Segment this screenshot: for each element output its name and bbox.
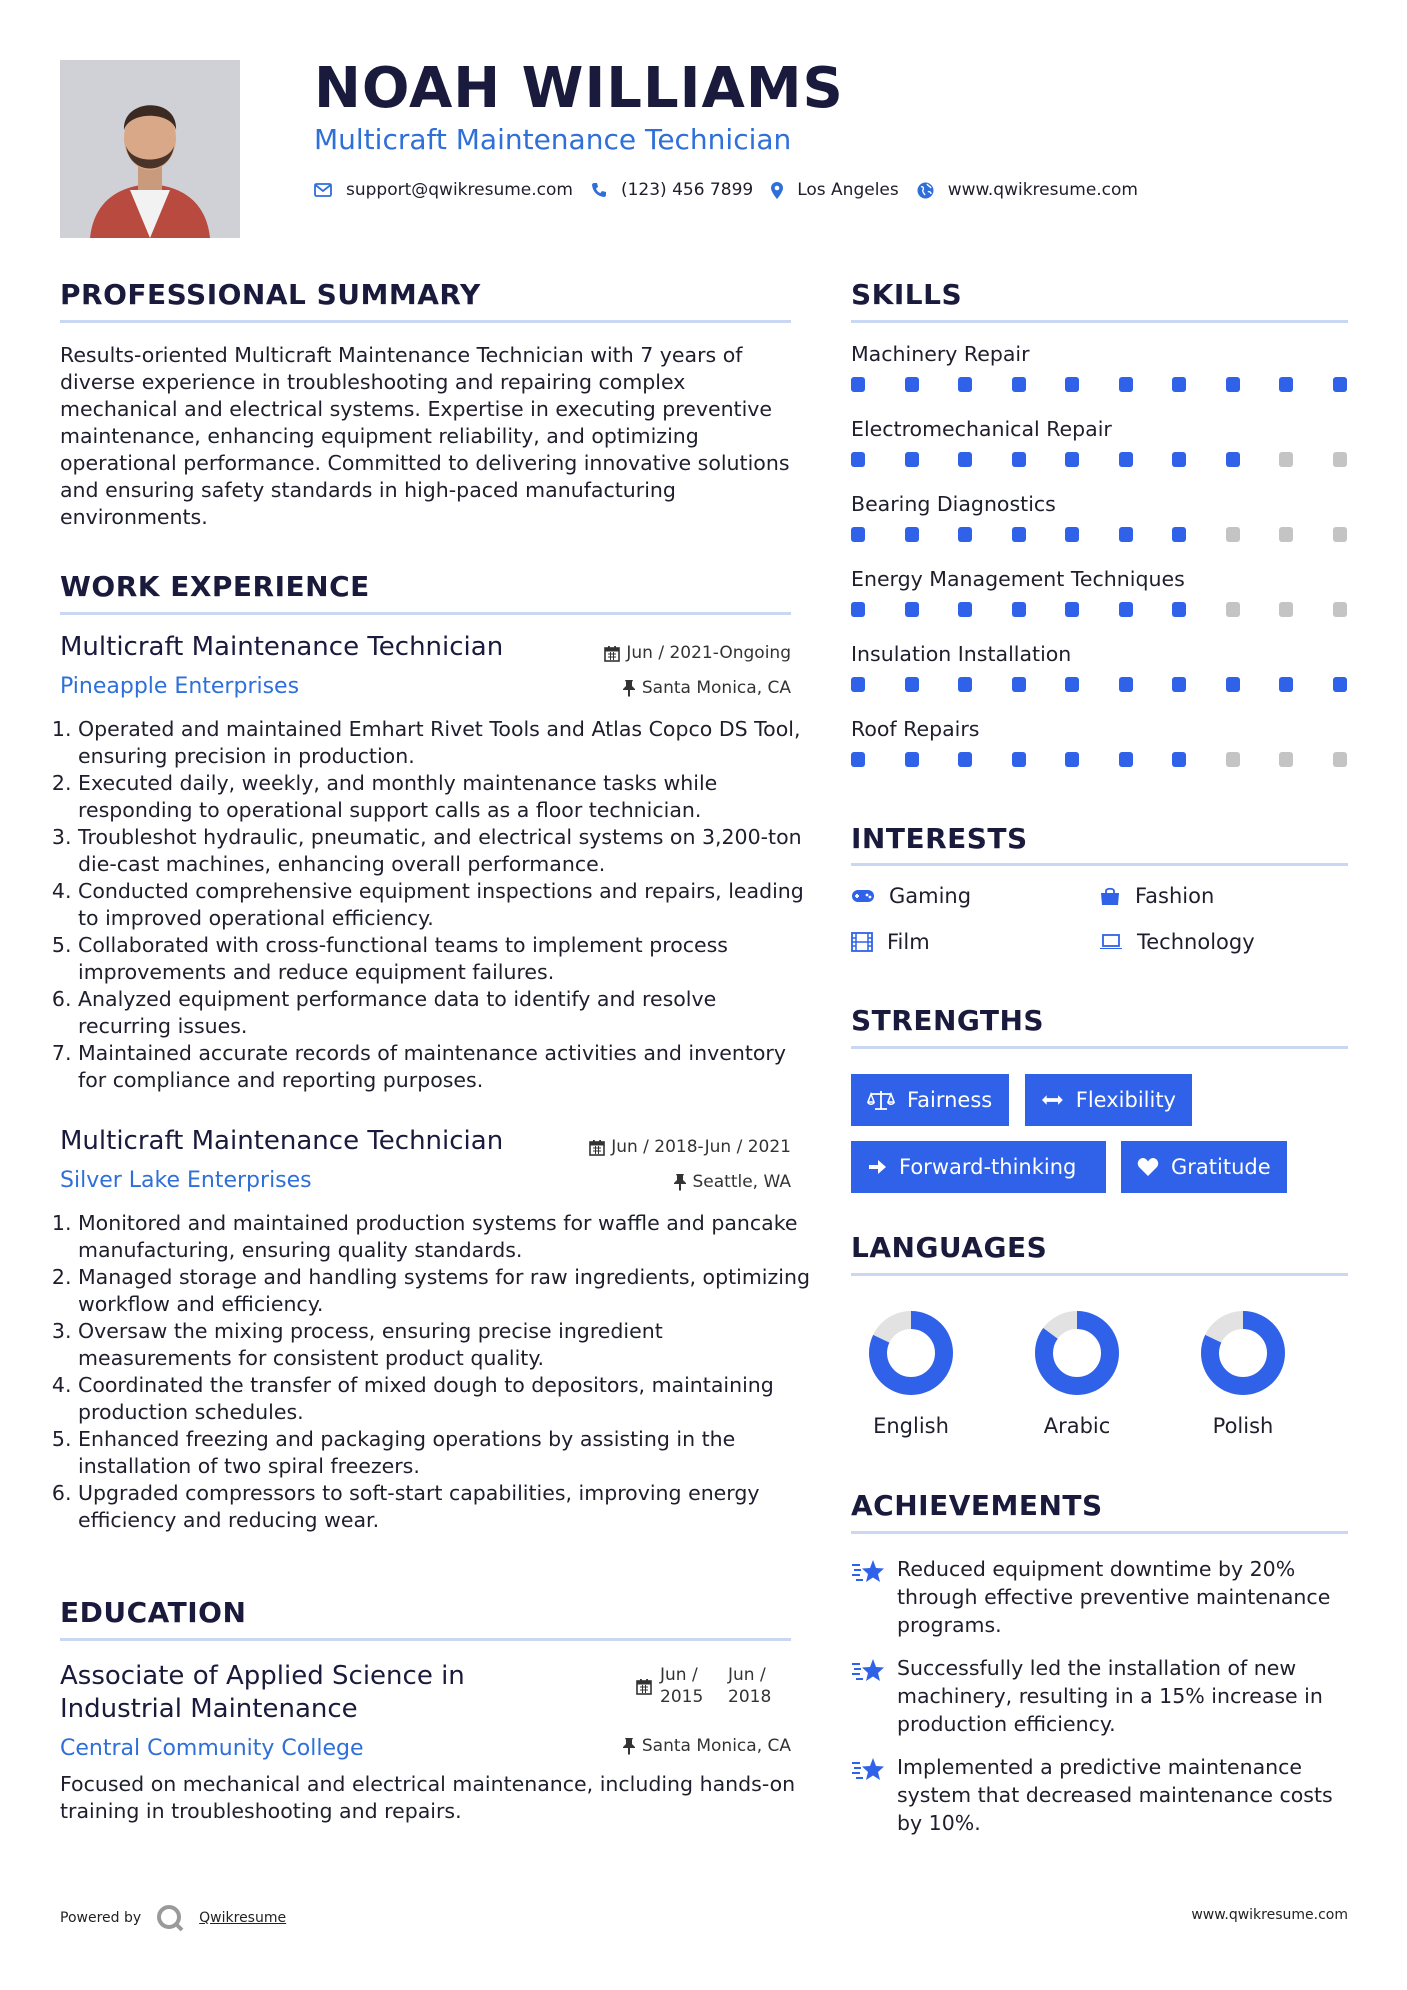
skill-name: Electromechanical Repair	[851, 417, 1112, 441]
skill-dot-filled	[958, 677, 972, 692]
skill-dot-filled	[1119, 527, 1133, 542]
skill-dot-filled	[1333, 377, 1347, 392]
star-icon	[851, 1757, 885, 1783]
interest-item	[1099, 884, 1214, 908]
achievements-list	[851, 1555, 1351, 1837]
star-icon	[851, 1559, 885, 1585]
list-item: 5. Collaborated with cross-functional teams to implement process improvements and reduce equipment failures.	[78, 932, 812, 986]
job-location	[622, 678, 791, 698]
languages-heading: LANGUAGES	[851, 1231, 1048, 1264]
calendar-icon	[604, 645, 620, 662]
language-name: English	[873, 1414, 949, 1438]
job-location-text: Santa Monica, CA	[641, 678, 791, 698]
list-item: 4. Coordinated the transfer of mixed dough to depositors, maintaining production schedules.	[78, 1372, 812, 1426]
gamepad-icon	[851, 888, 875, 904]
phone-icon	[591, 182, 607, 198]
language-name: Arabic	[1043, 1414, 1111, 1438]
skill-dot-filled	[1226, 377, 1240, 392]
skill-dot-filled	[905, 677, 919, 692]
skill-dot-filled	[1226, 452, 1240, 467]
skill-dot-filled	[905, 602, 919, 617]
skill-rating	[851, 452, 1347, 467]
skill-dot-filled	[1012, 677, 1026, 692]
list-item: 6. Analyzed equipment performance data to identify and resolve recurring issues.	[78, 986, 812, 1040]
skill-name: Energy Management Techniques	[851, 567, 1185, 591]
skill-name: Insulation Installation	[851, 642, 1072, 666]
list-item: 7. Maintained accurate records of maintenance activities and inventory for compliance and reporting purposes.	[78, 1040, 812, 1094]
heart-icon	[1137, 1157, 1159, 1177]
skill-item	[851, 642, 1347, 717]
education-dates	[636, 1664, 784, 1708]
job-dates-text: Jun / 2021-Ongoing	[626, 643, 791, 663]
strength-chip	[1121, 1141, 1287, 1193]
skill-dot-empty	[1333, 602, 1347, 617]
list-item: 4. Conducted comprehensive equipment inspections and repairs, leading to improved operational efficiency.	[78, 878, 812, 932]
skill-dot-filled	[1065, 752, 1079, 767]
interest-label: Fashion	[1135, 884, 1215, 908]
job-location-text: Seattle, WA	[692, 1172, 791, 1192]
language-donut	[866, 1308, 956, 1398]
job-dates	[604, 643, 791, 663]
strength-label: Gratitude	[1171, 1155, 1271, 1179]
list-item: 1. Operated and maintained Emhart Rivet Tools and Atlas Copco DS Tool, ensuring precision in production.	[78, 716, 812, 770]
candidate-name: NOAH WILLIAMS	[314, 56, 844, 121]
strength-chip	[1025, 1074, 1192, 1126]
skill-dot-filled	[1012, 752, 1026, 767]
interests-heading: INTERESTS	[851, 822, 1028, 855]
laptop-icon	[1099, 933, 1123, 951]
skill-dot-filled	[958, 377, 972, 392]
arrows-horizontal-icon	[1041, 1093, 1064, 1107]
skill-dot-filled	[1226, 677, 1240, 692]
contact-website[interactable]	[917, 180, 1138, 200]
skill-dot-empty	[1279, 527, 1293, 542]
list-item: 2. Managed storage and handling systems for raw ingredients, optimizing workflow and efficiency.	[78, 1264, 812, 1318]
list-item: 2. Executed daily, weekly, and monthly maintenance tasks while responding to operational support calls as a floor technician.	[78, 770, 812, 824]
contact-email[interactable]	[314, 180, 573, 200]
language-item	[1173, 1308, 1313, 1438]
skill-dot-filled	[958, 452, 972, 467]
skill-dot-empty	[1279, 452, 1293, 467]
achievement-text: Reduced equipment downtime by 20% through effective preventive maintenance programs.	[897, 1557, 1331, 1637]
school-name: Central Community College	[60, 1736, 364, 1761]
achievement-text: Implemented a predictive maintenance system that decreased maintenance costs by 10%.	[897, 1755, 1333, 1835]
summary-divider	[60, 320, 791, 323]
list-item: 6. Upgraded compressors to soft-start capabilities, improving energy efficiency and reducing wear.	[78, 1480, 812, 1534]
skill-dot-filled	[1065, 452, 1079, 467]
shopping-bag-icon	[1099, 886, 1121, 906]
education-location-text: Santa Monica, CA	[641, 1736, 791, 1756]
skill-dot-filled	[958, 752, 972, 767]
calendar-icon	[589, 1139, 605, 1156]
pin-icon	[622, 679, 636, 697]
achievements-heading: ACHIEVEMENTS	[851, 1489, 1103, 1522]
skill-rating	[851, 677, 1347, 692]
skill-dot-filled	[1012, 377, 1026, 392]
skill-dot-filled	[1065, 602, 1079, 617]
interest-label: Film	[887, 930, 930, 954]
interest-label: Gaming	[889, 884, 972, 908]
skill-dot-filled	[1119, 377, 1133, 392]
skill-dot-filled	[851, 602, 865, 617]
skill-dot-empty	[1333, 452, 1347, 467]
education-location	[622, 1736, 791, 1756]
email-text: support@qwikresume.com	[346, 180, 573, 200]
skill-dot-filled	[1333, 677, 1347, 692]
achievements-divider	[851, 1531, 1348, 1534]
qwikresume-logo-icon	[155, 1903, 185, 1933]
skills-list	[851, 342, 1347, 792]
achievement-item	[851, 1654, 1351, 1738]
job-location	[673, 1172, 792, 1192]
skill-name: Roof Repairs	[851, 717, 980, 741]
strengths-heading: STRENGTHS	[851, 1004, 1045, 1037]
footer-url[interactable]: www.qwikresume.com	[1191, 1907, 1348, 1923]
education-end: Jun / 2018	[728, 1665, 772, 1707]
location-text: Los Angeles	[797, 180, 899, 200]
interest-item	[851, 930, 930, 954]
skill-dot-filled	[1279, 377, 1293, 392]
skill-dot-filled	[905, 527, 919, 542]
skill-item	[851, 567, 1347, 642]
skill-dot-empty	[1279, 602, 1293, 617]
language-donut	[1032, 1308, 1122, 1398]
skill-dot-filled	[1172, 752, 1186, 767]
skill-rating	[851, 602, 1347, 617]
map-marker-icon	[771, 182, 783, 199]
language-item	[841, 1308, 981, 1438]
contact-location	[771, 180, 899, 200]
brand-link[interactable]: Qwikresume	[199, 1910, 287, 1926]
skill-name: Bearing Diagnostics	[851, 492, 1056, 516]
list-item: 3. Oversaw the mixing process, ensuring precise ingredient measurements for consistent product quality.	[78, 1318, 812, 1372]
skill-dot-filled	[1065, 377, 1079, 392]
skill-item	[851, 492, 1347, 567]
skills-heading: SKILLS	[851, 278, 963, 311]
profile-photo	[60, 60, 240, 238]
job-duties-list	[60, 1210, 812, 1534]
globe-icon	[917, 182, 934, 199]
skill-dot-filled	[851, 752, 865, 767]
strengths-divider	[851, 1046, 1348, 1049]
skill-name: Machinery Repair	[851, 342, 1030, 366]
contact-phone[interactable]	[591, 180, 753, 200]
skills-divider	[851, 320, 1348, 323]
skill-dot-empty	[1279, 752, 1293, 767]
education-start: Jun / 2015	[660, 1665, 704, 1707]
achievement-text: Successfully led the installation of new machinery, resulting in a 15% increase in production efficiency.	[897, 1656, 1323, 1736]
education-description: Focused on mechanical and electrical maintenance, including hands-on training in troubleshooting and repairs.	[60, 1772, 796, 1823]
interest-item	[1099, 930, 1255, 954]
company-name: Pineapple Enterprises	[60, 674, 300, 699]
skill-dot-filled	[851, 452, 865, 467]
skill-rating	[851, 752, 1347, 767]
skill-item	[851, 342, 1347, 417]
skill-dot-filled	[1012, 602, 1026, 617]
pin-icon	[673, 1173, 687, 1191]
strength-chip	[851, 1074, 1009, 1126]
skill-dot-filled	[1012, 452, 1026, 467]
skill-dot-filled	[1119, 752, 1133, 767]
pin-icon	[622, 1737, 636, 1755]
skill-dot-filled	[1012, 527, 1026, 542]
degree-title: Associate of Applied Science in Industrial Maintenance	[60, 1661, 465, 1724]
skill-dot-filled	[1065, 677, 1079, 692]
skill-dot-filled	[851, 377, 865, 392]
interest-item	[851, 884, 971, 908]
skill-dot-filled	[1172, 602, 1186, 617]
strength-label: Forward-thinking	[899, 1155, 1077, 1179]
company-name: Silver Lake Enterprises	[60, 1168, 312, 1193]
skill-dot-filled	[1172, 452, 1186, 467]
skill-item	[851, 417, 1347, 492]
skill-dot-filled	[1172, 377, 1186, 392]
skill-dot-filled	[1119, 452, 1133, 467]
interests-divider	[851, 863, 1348, 866]
education-heading: EDUCATION	[60, 1596, 247, 1629]
list-item: 5. Enhanced freezing and packaging operations by assisting in the installation of two spiral freezers.	[78, 1426, 812, 1480]
envelope-icon	[314, 183, 332, 197]
calendar-icon	[636, 1678, 652, 1695]
skill-dot-filled	[1172, 527, 1186, 542]
arrow-right-icon	[867, 1158, 887, 1176]
star-icon	[851, 1658, 885, 1684]
list-item: 3. Troubleshot hydraulic, pneumatic, and electrical systems on 3,200-ton die-cast machines, enhancing overall performance.	[78, 824, 812, 878]
film-icon	[851, 932, 873, 952]
skill-dot-empty	[1333, 527, 1347, 542]
education-divider	[60, 1638, 791, 1641]
footer-powered	[60, 1903, 286, 1933]
language-name: Polish	[1212, 1414, 1274, 1438]
skill-dot-filled	[1065, 527, 1079, 542]
skill-dot-empty	[1226, 752, 1240, 767]
skill-dot-filled	[958, 527, 972, 542]
experience-heading: WORK EXPERIENCE	[60, 570, 370, 603]
job-title: Multicraft Maintenance Technician	[60, 1126, 504, 1156]
achievement-item	[851, 1753, 1351, 1837]
languages-divider	[851, 1273, 1348, 1276]
skill-dot-filled	[905, 752, 919, 767]
skill-dot-filled	[905, 452, 919, 467]
strength-chip	[851, 1141, 1106, 1193]
contact-bar	[314, 180, 1156, 200]
skill-dot-filled	[905, 377, 919, 392]
skill-item	[851, 717, 1347, 792]
skill-dot-filled	[851, 677, 865, 692]
job-title: Multicraft Maintenance Technician	[60, 632, 504, 662]
strength-label: Fairness	[907, 1088, 993, 1112]
summary-text: Results-oriented Multicraft Maintenance Technician with 7 years of diverse experience in troubleshooting and repairing complex mechanical and electrical systems. Expertise in executing preventive maintenance, enhancing equipment reliability, and optimizing operational performance. Committed to delivering innovative solutions and ensuring safety standards in high-paced manufacturing environments.	[60, 343, 790, 529]
job-duties-list	[60, 716, 812, 1094]
list-item: 1. Monitored and maintained production systems for waffle and pancake manufacturing, ensuring quality standards.	[78, 1210, 812, 1264]
balance-scale-icon	[867, 1089, 895, 1111]
skill-rating	[851, 527, 1347, 542]
language-item	[1007, 1308, 1147, 1438]
skill-dot-filled	[958, 602, 972, 617]
summary-heading: PROFESSIONAL SUMMARY	[60, 278, 481, 311]
achievement-item	[851, 1555, 1351, 1639]
skill-rating	[851, 377, 1347, 392]
language-donut	[1198, 1308, 1288, 1398]
interest-label: Technology	[1137, 930, 1255, 954]
experience-divider	[60, 612, 791, 615]
powered-by-label: Powered by	[60, 1910, 142, 1926]
skill-dot-empty	[1333, 752, 1347, 767]
phone-text: (123) 456 7899	[620, 180, 754, 200]
website-text: www.qwikresume.com	[947, 180, 1138, 200]
skill-dot-empty	[1226, 602, 1240, 617]
candidate-title: Multicraft Maintenance Technician	[314, 123, 792, 156]
skill-dot-filled	[851, 527, 865, 542]
strength-label: Flexibility	[1075, 1088, 1176, 1112]
skill-dot-filled	[1172, 677, 1186, 692]
job-dates-text: Jun / 2018-Jun / 2021	[611, 1137, 791, 1157]
skill-dot-empty	[1226, 527, 1240, 542]
job-dates	[589, 1137, 791, 1157]
skill-dot-filled	[1119, 602, 1133, 617]
skill-dot-filled	[1279, 677, 1293, 692]
skill-dot-filled	[1119, 677, 1133, 692]
